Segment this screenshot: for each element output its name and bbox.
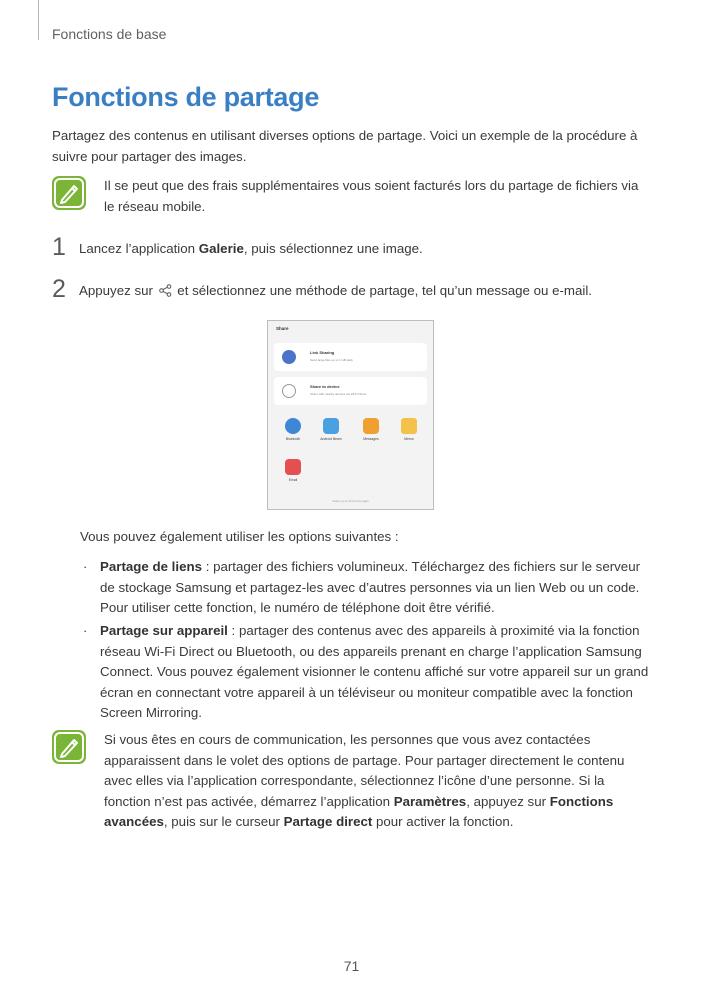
- link-sharing-card[interactable]: Link Sharing Send large files up to 1 GB daily: [274, 343, 427, 371]
- app-bluetooth[interactable]: Bluetooth: [276, 418, 310, 441]
- cloud-upload-icon: [282, 350, 296, 364]
- page-number: 71: [343, 958, 360, 974]
- android-beam-icon: [323, 418, 339, 434]
- app-memo[interactable]: Memo: [392, 418, 426, 441]
- header-rule: [38, 0, 39, 40]
- note-text: Si vous êtes en cours de communication, les personnes que vous avez contactées apparaissent dans le volet des options de partage. Pour partager directement le contenu avec elles via l’application correspondante, sélectionnez l’icône d’une personne. Si la fonction n’est pas activée, démarrez l’application Paramètres, appuyez sur Fonctions avancées, puis sur le curseur Partage direct pour activer la fonction.: [104, 732, 625, 829]
- share-panel-screenshot: [267, 320, 434, 510]
- bluetooth-icon: [285, 418, 301, 434]
- intro-paragraph: Partagez des contenus en utilisant diverses options de partage. Voici un exemple de la procédure à suivre pour partager des images.: [52, 128, 638, 164]
- step-number: 1: [52, 233, 66, 261]
- note-pencil-icon: [52, 730, 86, 764]
- section-header: Fonctions de base: [52, 26, 167, 42]
- device-share-icon: [282, 384, 296, 398]
- app-email[interactable]: Email: [276, 459, 310, 482]
- step-text: Appuyez sur et sélectionnez une méthode de partage, tel qu’un message ou e-mail.: [79, 281, 649, 303]
- messages-icon: [363, 418, 379, 434]
- bullet-dot: ·: [83, 559, 88, 574]
- step-number: 2: [52, 275, 66, 303]
- share-panel-title: Share: [276, 326, 289, 331]
- app-messages[interactable]: Messages: [354, 418, 388, 441]
- page-title: Fonctions de partage: [52, 82, 320, 112]
- bullet-text: Partage sur appareil : partager des contenus avec des appareils à proximité via la fonction réseau Wi-Fi Direct ou Bluetooth, ou des appareils prenant en charge l’application Samsung Connect. Vous pouvez également visionner le contenu affiché sur votre appareil sur un grand écran en connectant votre appareil à un téléviseur ou moniteur compatible avec la fonction Screen Mirroring.: [100, 623, 649, 720]
- share-to-device-card[interactable]: Share to device Share with nearby devices via Wi-Fi Direct: [274, 377, 427, 405]
- options-lead: Vous pouvez également utiliser les options suivantes :: [80, 529, 399, 544]
- share-panel-footer: Swipe up to find more apps: [332, 499, 369, 503]
- memo-icon: [401, 418, 417, 434]
- bullet-dot: ·: [83, 623, 88, 638]
- step-text: Lancez l’application Galerie, puis sélectionnez une image.: [79, 241, 423, 256]
- note-pencil-icon: [52, 176, 86, 210]
- bullet-text: Partage de liens : partager des fichiers volumineux. Téléchargez des fichiers sur le serveur de stockage Samsung et partagez-les avec d’autres personnes via un lien Web ou un code. Pour utiliser cette fonction, le numéro de téléphone doit être vérifié.: [100, 559, 641, 615]
- app-name-galerie: Galerie: [198, 241, 244, 256]
- share-icon: [159, 283, 172, 303]
- note-text: Il se peut que des frais supplémentaires vous soient facturés lors du partage de fichiers via le réseau mobile.: [104, 178, 639, 214]
- email-icon: [285, 459, 301, 475]
- app-android-beam[interactable]: Android Beam: [314, 418, 348, 441]
